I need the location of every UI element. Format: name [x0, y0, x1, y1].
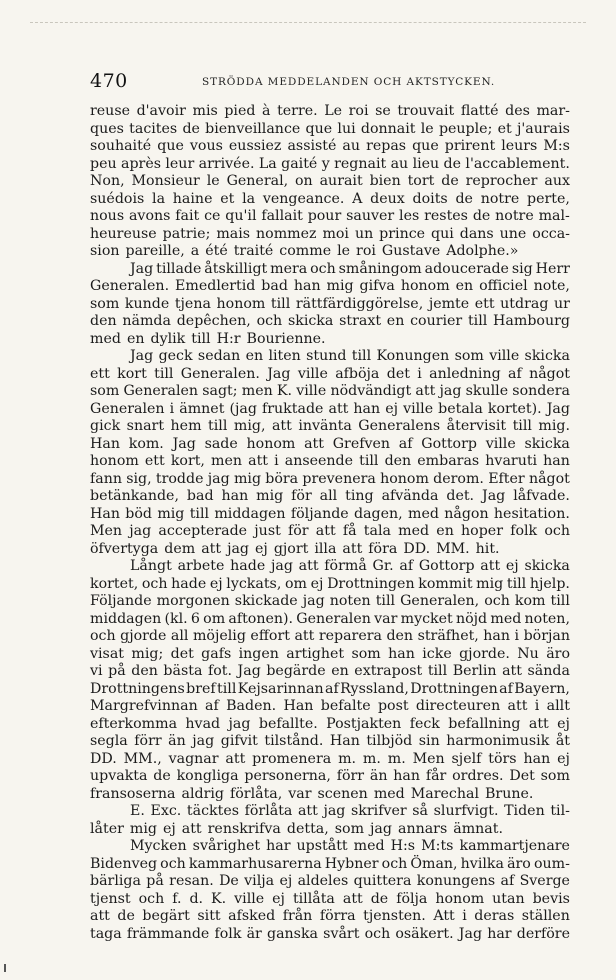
text-line: Jag geck sedan en liten stund till Konungen som ville skicka	[130, 348, 570, 364]
text-line: Margrefvinnan af Baden. Han befalte post directeuren att i allt	[90, 698, 570, 714]
text-line: gick snart hem till mig, att invänta Generalens återvisit till mig.	[90, 418, 570, 434]
text-line: kortet, och hade ej lyckats, om ej Drottningen kommit mig till hjelp.	[90, 575, 570, 592]
text-line: fann sig, trodde jag mig böra prevenera honom derom. Efter något	[90, 470, 570, 487]
text-line: honom ett kort, men att i anseende till den embaras hvaruti han	[90, 453, 570, 469]
text-line: middagen (kl. 6 om aftonen). Generalen var mycket nöjd med noten,	[90, 610, 570, 627]
running-head: STRÖDDA MEDDELANDEN OCH AKTSTYCKEN.	[202, 76, 496, 88]
text-line: Bidenveg och kammarhusarerna Hybner och Öman, hvilka äro oum-	[90, 855, 570, 872]
text-line: visat mig; det gafs ingen artighet som han icke gjorde. Nu äro	[90, 645, 570, 662]
text-line: tjenst och f. d. K. ville ej tillåta att de följa honom utan bevis	[90, 890, 570, 907]
text-line: den nämda depêchen, och skicka straxt en courier till Hambourg	[90, 313, 570, 329]
text-line: Non, Monsieur le General, on aurait bien tort de reprocher aux	[90, 173, 570, 189]
text-line: heureuse patrie; mais nommez moi un prince qui dans une occa-	[90, 225, 570, 242]
text-line: Generalen. Emedlertid bad han mig gifva honom en officiel note,	[90, 278, 570, 294]
text-line: peu après leur arrivée. La gaité y regnait au lieu de l'accablement.	[90, 155, 570, 172]
text-line: låter mig ej att renskrifva detta, som jag annars ämnat.	[90, 820, 503, 837]
text-line: suédois la haine et la vengeance. A deux doits de notre perte,	[90, 190, 570, 207]
text-line: som kunde tjena honom till rättfärdiggörelse, jemte ett utdrag ur	[90, 295, 570, 312]
text-line: efterkomma hvad jag befallte. Postjakten feck befallning att ej	[90, 715, 570, 732]
page-header	[90, 70, 570, 94]
text-line: med en dylik till H:r Bourienne.	[90, 330, 326, 347]
text-line: och gjorde all möjelig effort att reparera den sträfhet, han i början	[90, 628, 570, 644]
text-line: DD. MM., vagnar att promenera m. m. m. Men sjelf törs han ej	[90, 750, 570, 767]
text-line: som Generalen sagt; men K. ville nödvändigt att jag skulle sondera	[90, 383, 570, 399]
text-line: öfvertyga dem att jag ej gjort illa att föra DD. MM. hit.	[90, 540, 500, 557]
text-line: bärliga på resan. De vilja ej aldeles quittera konungens af Sverge	[90, 873, 570, 889]
body-text	[90, 103, 570, 943]
text-line: fransoserna aldrig förlåta, var scenen med Marechal Brune.	[90, 785, 534, 802]
text-line: betänkande, bad han mig för all ting afvända det. Jag låfvade.	[90, 488, 570, 504]
text-line: att de begärt sitt afsked från förra tjensten. Att i deras ställen	[90, 908, 570, 924]
text-line: Han böd mig till middagen följande dagen, med någon hesitation.	[90, 505, 570, 522]
text-line: souhaité que vous eussiez assisté au repas que prirent leurs M:s	[90, 138, 570, 154]
text-line: taga främmande folk är ganska svårt och osäkert. Jag har derföre	[90, 925, 570, 942]
text-line: Generalen i ämnet (jag fruktade att han ej ville betala kortet). Jag	[90, 400, 570, 417]
text-line: segla förr än jag gifvit tilstånd. Han tilbjöd sin harmonimusik åt	[90, 733, 570, 749]
text-line: E. Exc. täcktes förlåta att jag skrifver så slurfvigt. Tiden til-	[130, 803, 570, 819]
margin-mark	[4, 964, 6, 972]
text-line: Men jag accepterade just för att få tala med en hoper folk och	[90, 523, 570, 539]
text-line: Han kom. Jag sade honom att Grefven af Gottorp ville skicka	[90, 435, 570, 452]
scan-edge-rule	[30, 22, 586, 23]
text-line: Drottningens bref till Kejsarinnan af Ryssland, Drottningen af Bayern,	[90, 680, 570, 697]
text-line: ques tacites de bienveillance que lui donnait le peuple; et j'aurais	[90, 120, 570, 137]
text-line: Långt arbete hade jag att förmå Gr. af Gottorp att ej skicka	[130, 558, 570, 574]
page-number: 470	[90, 70, 128, 92]
text-line: ett kort till Generalen. Jag ville afböja det i anledning af något	[90, 365, 570, 382]
text-line: Mycken svårighet har upstått med H:s M:ts kammartjenare	[130, 838, 570, 854]
text-line: vi på den bästa fot. Jag begärde en extrapost till Berlin att sända	[90, 663, 570, 679]
text-line: Jag tillade åtskilligt mera och småningom adoucerade sig Herr	[130, 260, 570, 277]
text-line: sion pareille, a été traité comme le roi Gustave Adolphe.»	[90, 243, 519, 259]
text-line: upvakta de kongliga personerna, förr än han får ordres. Det som	[90, 768, 570, 784]
text-line: reuse d'avoir mis pied à terre. Le roi se trouvait flatté des mar-	[90, 103, 570, 119]
text-line: Följande morgonen skickade jag noten till Generalen, och kom till	[90, 593, 570, 609]
text-line: nous avons fait ce qu'il fallait pour sauver les restes de notre mal-	[90, 208, 570, 224]
